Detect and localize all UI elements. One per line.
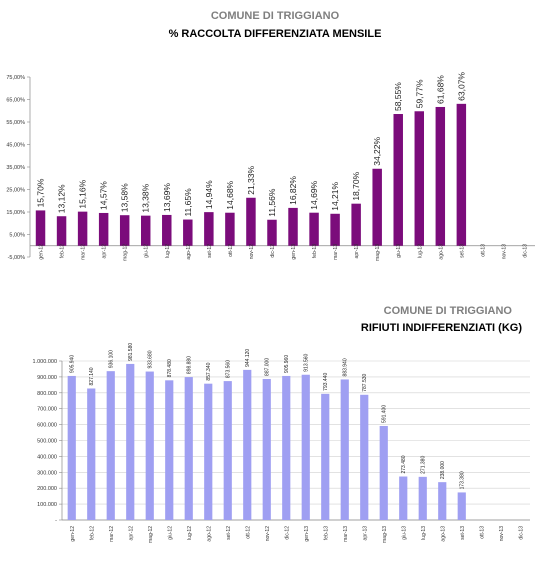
- data-label: 63,07%: [456, 71, 467, 101]
- data-label: 11,65%: [182, 188, 193, 217]
- data-label: 16,82%: [288, 176, 299, 205]
- x-tick-label: set-13: [459, 526, 466, 540]
- bar: [419, 477, 427, 520]
- x-tick-label: mag-13: [381, 526, 388, 543]
- x-tick-label: apr-12: [101, 244, 108, 259]
- x-tick-label: lug-13: [420, 526, 427, 540]
- y-tick-label: 55,00%: [6, 120, 25, 126]
- chart1-title-line2: % RACCOLTA DIFFERENZIATA MENSILE: [168, 28, 382, 40]
- data-label: 59,77%: [414, 79, 425, 109]
- bar: [68, 376, 76, 520]
- bar: [243, 370, 251, 520]
- x-tick-label: ago-13: [440, 526, 447, 542]
- x-tick-label: mar-12: [108, 526, 115, 542]
- x-tick-label: gen-12: [69, 526, 76, 542]
- y-tick-label: 45,00%: [6, 142, 25, 149]
- x-tick-label: dic-12: [284, 526, 291, 540]
- data-label: 14,69%: [309, 180, 320, 210]
- y-tick-label: 200.000: [37, 486, 57, 493]
- y-tick-label: 500.000: [37, 438, 57, 445]
- data-label: 905.940: [69, 354, 76, 373]
- data-label: 873.560: [225, 360, 232, 379]
- y-tick-label: -: [55, 518, 57, 524]
- data-label: 11,56%: [266, 188, 277, 217]
- data-label: 21,33%: [245, 165, 256, 195]
- data-label: 933.680: [147, 350, 154, 369]
- x-tick-label: mag-13: [375, 244, 382, 261]
- bar: [126, 364, 134, 520]
- x-tick-label: lug-12: [164, 244, 171, 258]
- y-tick-label: 65,00%: [6, 97, 25, 104]
- bar: [204, 384, 212, 520]
- data-label: 173.380: [459, 471, 466, 490]
- bar: [224, 381, 232, 520]
- x-tick-label: nov-13: [498, 526, 505, 542]
- chart1-title-line1: COMUNE DI TRIGGIANO: [210, 10, 340, 22]
- data-label: 13,58%: [119, 183, 130, 213]
- y-tick-label: 400.000: [37, 454, 57, 461]
- x-tick-label: ott-13: [479, 526, 486, 539]
- x-tick-label: feb-13: [323, 526, 330, 541]
- x-tick-label: apr-13: [354, 244, 361, 259]
- data-label: 827.140: [89, 367, 96, 386]
- y-tick-label: 700.000: [37, 406, 57, 413]
- x-tick-label: gen-13: [291, 244, 298, 260]
- bar: [399, 477, 407, 520]
- data-label: 14,57%: [98, 181, 109, 210]
- x-tick-label: giu-13: [396, 244, 403, 258]
- x-tick-label: nov-12: [264, 526, 271, 542]
- x-tick-label: gen-13: [303, 526, 310, 542]
- data-label: 13,38%: [140, 183, 151, 213]
- x-tick-label: feb-12: [59, 244, 66, 259]
- bar: [438, 482, 446, 520]
- chart2-title-line1: COMUNE DI TRIGGIANO: [383, 305, 512, 317]
- x-tick-label: mag-12: [147, 526, 154, 543]
- x-tick-label: apr-12: [128, 526, 135, 541]
- bar: [302, 375, 310, 520]
- x-tick-label: giu-12: [143, 244, 150, 258]
- y-tick-label: 300.000: [37, 470, 57, 477]
- x-tick-label: set-13: [459, 244, 466, 258]
- x-tick-label: lug-12: [186, 526, 193, 540]
- data-label: 944.120: [245, 348, 252, 367]
- x-tick-label: giu-13: [401, 526, 408, 540]
- bar: [107, 371, 115, 520]
- data-label: 14,94%: [203, 180, 214, 210]
- x-tick-label: dic-13: [518, 526, 525, 540]
- y-tick-label: 25,00%: [6, 187, 25, 194]
- x-tick-label: giu-12: [167, 526, 174, 540]
- data-label: 905.960: [284, 354, 291, 373]
- data-label: 271.380: [420, 455, 427, 474]
- x-tick-label: nov-12: [248, 244, 255, 260]
- data-label: 15,70%: [35, 178, 46, 208]
- data-label: 15,16%: [77, 179, 88, 209]
- bar: [263, 379, 271, 520]
- x-tick-label: mar-13: [342, 526, 349, 542]
- x-tick-label: ago-12: [206, 526, 213, 542]
- data-label: 13,69%: [161, 183, 172, 212]
- x-tick-label: dic-12: [269, 244, 276, 258]
- y-tick-label: 900.000: [37, 374, 57, 381]
- y-tick-label: 800.000: [37, 390, 57, 397]
- chart2-title-line2: RIFIUTI INDIFFERENZIATI (KG): [360, 322, 522, 334]
- data-label: 981.580: [128, 342, 135, 361]
- x-tick-label: ago-13: [438, 244, 445, 260]
- data-label: 273.480: [401, 455, 408, 474]
- data-label: 18,70%: [351, 171, 362, 201]
- data-label: 936.100: [108, 350, 115, 369]
- data-label: 58,55%: [393, 82, 404, 112]
- data-label: 883.940: [342, 358, 349, 377]
- data-label: 14,68%: [224, 180, 235, 210]
- y-tick-label: 75,00%: [6, 75, 25, 81]
- x-tick-label: ott-12: [227, 244, 234, 257]
- x-tick-label: nov-13: [501, 244, 508, 260]
- data-label: 913.560: [303, 353, 310, 372]
- x-tick-label: set-12: [225, 526, 232, 540]
- x-tick-label: apr-13: [362, 526, 369, 541]
- x-tick-label: mag-12: [122, 244, 129, 261]
- data-label: 14,21%: [330, 181, 341, 211]
- y-tick-label: 5,00%: [9, 232, 25, 239]
- x-tick-label: set-12: [206, 244, 213, 258]
- bar: [282, 376, 290, 520]
- data-label: 238.000: [440, 461, 447, 480]
- x-tick-label: dic-13: [522, 244, 529, 258]
- bar: [146, 372, 154, 520]
- y-tick-label: -5,00%: [7, 255, 25, 261]
- data-label: 787.530: [362, 373, 369, 392]
- data-label: 61,68%: [435, 75, 446, 104]
- x-tick-label: mar-12: [80, 244, 87, 260]
- data-label: 857.340: [206, 362, 213, 381]
- data-label: 13,12%: [56, 184, 67, 214]
- bar: [185, 377, 193, 520]
- bar: [165, 380, 173, 520]
- data-label: 591.400: [381, 404, 388, 423]
- bar: [341, 379, 349, 520]
- x-tick-label: gen-12: [38, 244, 45, 260]
- y-tick-label: 15,00%: [6, 210, 25, 216]
- bar: [458, 492, 466, 520]
- y-tick-label: 600.000: [37, 422, 57, 429]
- x-tick-label: ott-12: [245, 526, 252, 539]
- x-tick-label: ago-12: [185, 244, 192, 260]
- bar: [321, 394, 329, 520]
- y-tick-label: 100.000: [37, 502, 57, 509]
- data-label: 898.880: [186, 355, 193, 375]
- bar: [360, 395, 368, 520]
- bar: [380, 426, 388, 520]
- data-label: 793.440: [323, 372, 330, 391]
- x-tick-label: feb-12: [89, 526, 96, 541]
- data-label: 887.000: [264, 357, 271, 376]
- bar: [87, 388, 95, 520]
- x-tick-label: mar-13: [333, 244, 340, 260]
- y-tick-label: 1.000.000: [32, 359, 57, 365]
- x-tick-label: lug-13: [417, 244, 424, 258]
- data-label: 34,22%: [372, 136, 383, 166]
- x-tick-label: feb-13: [312, 244, 319, 259]
- data-label: 878.480: [167, 359, 174, 378]
- x-tick-label: ott-13: [480, 244, 487, 257]
- y-tick-label: 35,00%: [6, 165, 25, 171]
